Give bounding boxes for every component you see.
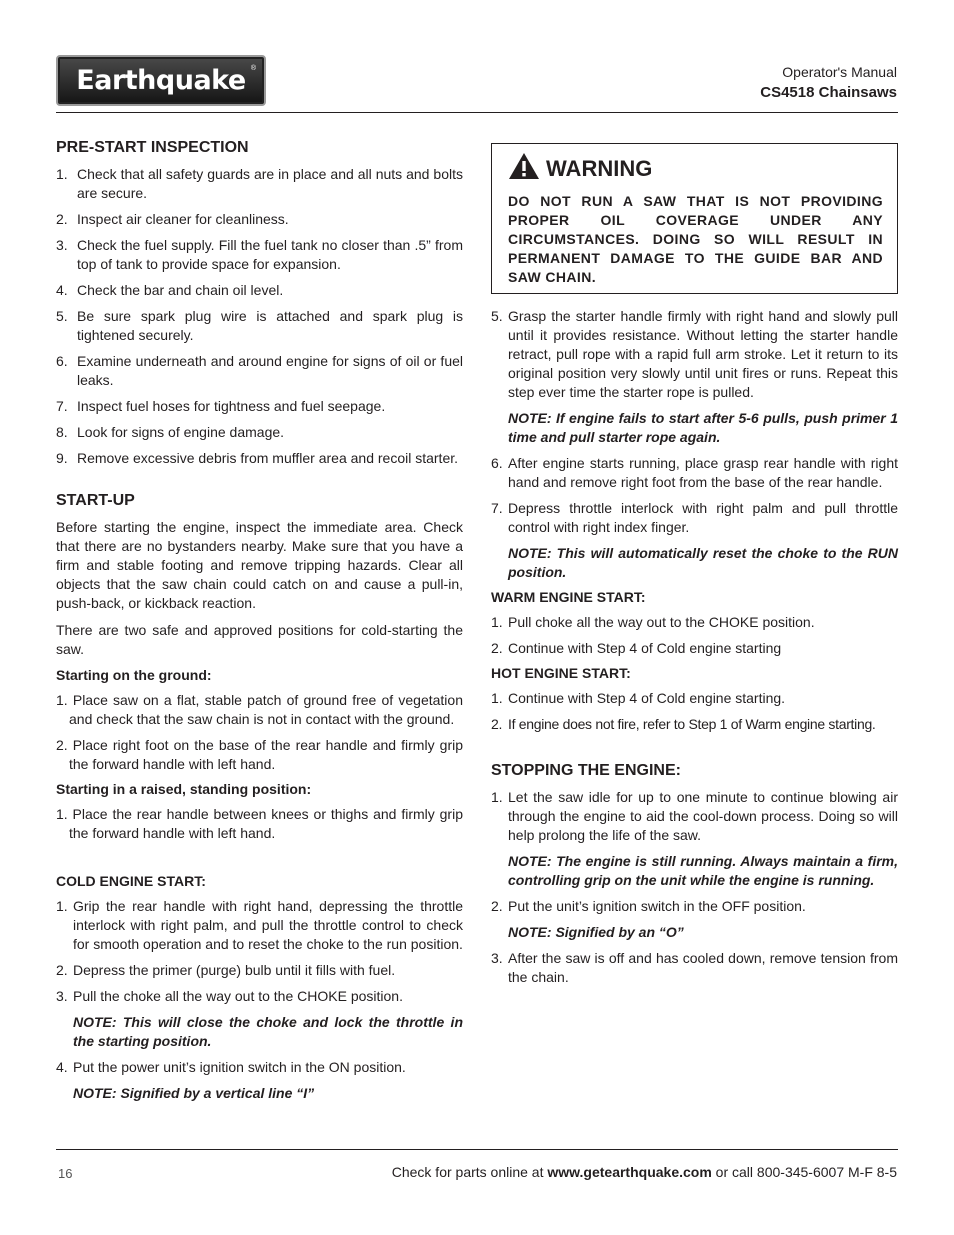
earthquake-logo xyxy=(56,55,266,106)
list-item: 6. Examine underneath and around engine for signs of oil or fuel leaks. xyxy=(56,353,463,388)
list-item: 2. If engine does not fire, refer to Step 1 of Warm engine starting. xyxy=(491,716,876,732)
header-divider xyxy=(56,112,898,113)
list-item: 1. Let the saw idle for up to one minute to continue blowing air through the engine to aid the cool-down process. Doing so will help prolong the life of the saw. xyxy=(491,789,898,843)
list-item: 1. Place saw on a flat, stable patch of ground free of vegetation and check that the saw chain is not in contact with the ground. xyxy=(56,692,463,727)
cold-start-heading: COLD ENGINE START: xyxy=(56,873,206,889)
manual-label: Operator's Manual xyxy=(782,64,897,80)
note: NOTE: The engine is still running. Always maintain a firm, controlling grip on the unit while the engine is running. xyxy=(508,853,898,888)
ground-list xyxy=(56,691,463,774)
startup-paragraph: There are two safe and approved positions for cold-starting the saw. xyxy=(56,622,463,657)
note: NOTE: Signified by a vertical line “I” xyxy=(73,1085,315,1101)
logo-registered-mark: ® xyxy=(250,65,256,72)
stopping-list-cont xyxy=(491,897,898,916)
list-item: 3. Check the fuel supply. Fill the fuel tank no closer than .5” from top of tank to provide space for expansion. xyxy=(56,237,463,272)
startup-paragraph: Before starting the engine, inspect the immediate area. Check that there are no bystanders nearby. Make sure that you have a firm and stable footing and remove tripping hazards. Clear all objects that the saw chain could catch on and cause a pull-in, push-back, or kickback reaction. xyxy=(56,519,463,611)
list-item: 4. Put the power unit’s ignition switch in the ON position. xyxy=(56,1059,406,1075)
note: NOTE: This will close the choke and lock the throttle in the starting position. xyxy=(73,1014,463,1049)
warning-body: DO NOT RUN A SAW THAT IS NOT PROVIDING PROPER OIL COVERAGE UNDER ANY CIRCUMSTANCES. DOING SO WILL RESULT IN PERMANENT DAMAGE TO THE GUIDE BAR AND SAW CHAIN. xyxy=(508,193,883,285)
hot-start-list xyxy=(491,689,898,734)
warm-start-list xyxy=(491,613,898,658)
list-item: 2. Depress the primer (purge) bulb until it fills with fuel. xyxy=(56,962,396,978)
list-item: 5. Grasp the starter handle firmly with right hand and slowly pull until it provides resistance. Without letting the starter handle retract, pull rope with a rapid full arm stroke. Let it return to its original position very slowly until unit fires or runs. Repeat this step ever time the starter rope is pulled. xyxy=(491,308,898,400)
logo-text: Earthquake xyxy=(76,65,246,96)
website-link[interactable]: www.getearthquake.com xyxy=(547,1164,712,1180)
hot-start-heading: HOT ENGINE START: xyxy=(491,665,631,681)
prestart-heading: PRE-START INSPECTION xyxy=(56,139,249,156)
footer-prefix: Check for parts online at xyxy=(391,1164,548,1180)
list-item: 2. Continue with Step 4 of Cold engine starting xyxy=(491,640,782,656)
list-item: 3. After the saw is off and has cooled down, remove tension from the chain. xyxy=(491,950,898,985)
prestart-list xyxy=(56,165,463,468)
list-item: 2. Place right foot on the base of the rear handle and firmly grip the forward handle with left hand. xyxy=(56,737,463,772)
stopping-heading: STOPPING THE ENGINE: xyxy=(491,762,681,779)
list-item: 1. Place the rear handle between knees or thighs and firmly grip the forward handle with left hand. xyxy=(56,806,463,841)
startup-heading: START-UP xyxy=(56,492,135,509)
list-item: 1. Continue with Step 4 of Cold engine starting. xyxy=(491,690,786,706)
list-item: 1. Grip the rear handle with right hand, depressing the throttle interlock with right palm, and pull the throttle control to check for smooth operation and to reset the choke to the run position. xyxy=(56,898,463,952)
warning-box xyxy=(491,143,898,294)
header-title-block xyxy=(760,64,897,101)
footer-divider xyxy=(56,1149,898,1150)
stopping-list xyxy=(491,788,898,845)
list-item: 5. Be sure spark plug wire is attached and spark plug is tightened securely. xyxy=(56,308,463,343)
footer-text xyxy=(392,1164,897,1180)
raised-subheading: Starting in a raised, standing position: xyxy=(56,781,312,797)
list-item: 7. Depress throttle interlock with right palm and pull throttle control with right index finger. xyxy=(491,500,898,535)
page-number: 16 xyxy=(58,1166,73,1181)
warning-title: WARNING xyxy=(546,156,653,181)
note: NOTE: This will automatically reset the choke to the RUN position. xyxy=(508,545,898,580)
raised-list xyxy=(56,805,463,843)
list-item: 3. Pull the choke all the way out to the CHOKE position. xyxy=(56,988,403,1004)
warning-title-row xyxy=(508,152,883,186)
warm-start-heading: WARM ENGINE START: xyxy=(491,589,646,605)
list-item: 1. Pull choke all the way out to the CHOKE position. xyxy=(491,614,815,630)
list-item: 7. Inspect fuel hoses for tightness and fuel seepage. xyxy=(56,398,386,414)
note: NOTE: If engine fails to start after 5-6 pulls, push primer 1 time and pull starter rope again. xyxy=(508,410,898,445)
left-column xyxy=(56,139,463,1110)
right-column xyxy=(491,143,898,994)
stopping-list-cont-2 xyxy=(491,949,898,987)
cold-start-list-continued-2 xyxy=(491,454,898,537)
list-item: 9. Remove excessive debris from muffler area and recoil starter. xyxy=(56,450,459,466)
footer-suffix: or call 800-345-6007 M-F 8-5 xyxy=(711,1164,897,1180)
cold-start-list xyxy=(56,897,463,1006)
model-label: CS4518 Chainsaws xyxy=(760,84,897,101)
list-item: 6. After engine starts running, place grasp rear handle with right hand and remove right foot from the base of the rear handle. xyxy=(491,455,898,490)
list-item: 2. Put the unit’s ignition switch in the OFF position. xyxy=(491,898,806,914)
cold-start-list-continued xyxy=(491,307,898,402)
list-item: 1. Check that all safety guards are in place and all nuts and bolts are secure. xyxy=(56,166,463,201)
warning-triangle-icon xyxy=(508,152,546,186)
cold-start-list-cont xyxy=(56,1058,463,1077)
ground-subheading: Starting on the ground: xyxy=(56,667,212,683)
list-item: 2. Inspect air cleaner for cleanliness. xyxy=(56,211,289,227)
note: NOTE: Signified by an “O” xyxy=(508,924,684,940)
list-item: 8. Look for signs of engine damage. xyxy=(56,424,285,440)
list-item: 4. Check the bar and chain oil level. xyxy=(56,282,284,298)
